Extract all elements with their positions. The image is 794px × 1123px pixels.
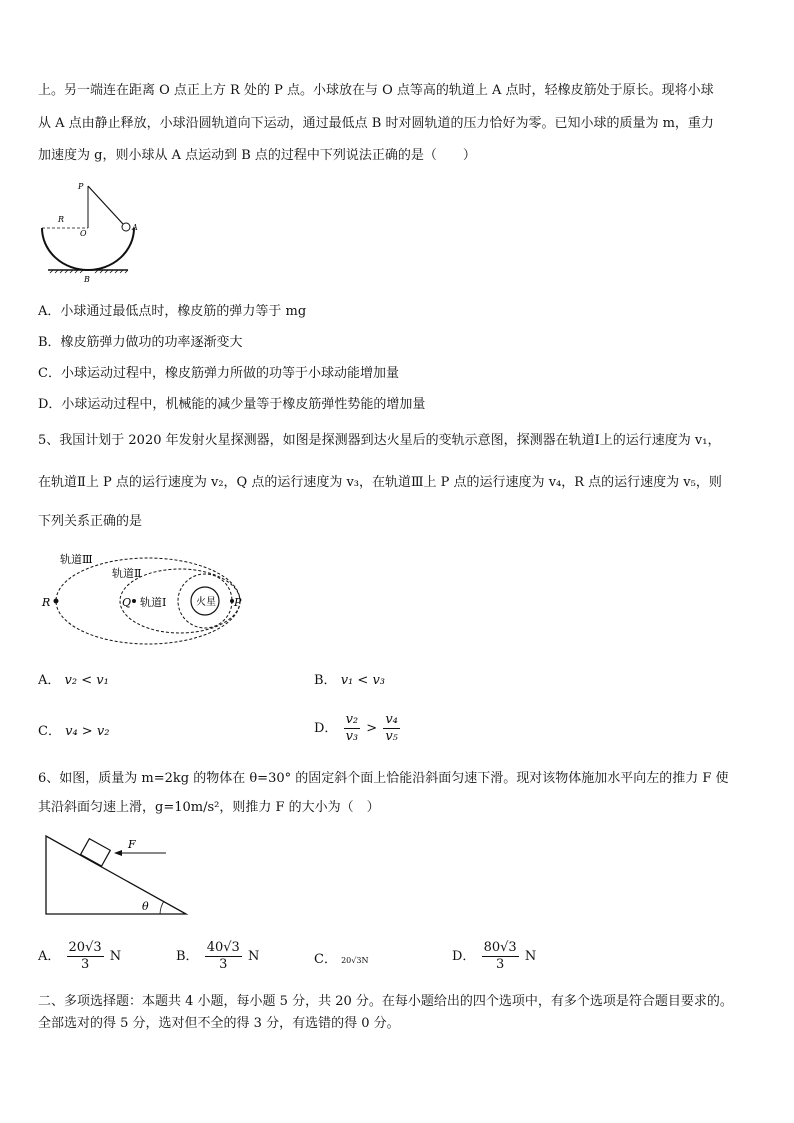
q5-option-a: A． v₂ < v₁ [38,673,109,688]
q5-option-b: B． v₁ < v₃ [314,673,386,688]
bowl-arc [42,228,134,270]
q4-option-b: B．橡皮筋弹力做功的功率逐渐变大 [38,335,243,350]
rubber-band [88,186,123,224]
label-orbit-2: 轨道Ⅱ [112,567,142,580]
q6-option-b: B． $\frac{40√3}{3}$ N [176,940,260,972]
q5-figure-orbits [38,545,248,647]
q5-stem-line-1: 5、我国计划于 2020 年发射火星探测器，如图是探测器到达火星后的变轨示意图，探测器在轨道Ⅰ上的运行速度为 v₁， [38,433,721,448]
q6-figure-incline [38,830,193,920]
fraction-d: $\frac{80√3}{3}$ [483,940,517,972]
label-orbit-1: 轨道Ⅰ [140,596,167,609]
point-R [54,599,59,604]
label-F: F [128,838,136,851]
q4-stem-line-1: 上。另一端连在距离 O 点正上方 R 处的 P 点。小球放在与 O 点等高的轨道上 A 点时，轻橡皮筋处于原长。现将小球 [38,83,714,98]
fraction-v2-v3: $\frac{\text{v₂}}{\text{v₃}}$ [345,712,359,744]
label-P: P [234,596,242,609]
q6-option-d: D． $\frac{80√3}{3}$ N [452,940,537,972]
force-arrow-head [114,850,122,856]
q4-stem-line-2: 从 A 点由静止释放，小球沿圆轨道向下运动，通过最低点 B 时对圆轨道的压力恰好为零。已知小球的质量为 m，重力 [38,116,714,131]
fraction-v4-v5: $\frac{\text{v₄}}{\text{v₅}}$ [385,712,398,744]
incline-triangle [46,836,186,914]
q4-option-d: D．小球运动过程中，机械能的减少量等于橡皮筋弹性势能的增加量 [38,397,426,412]
q6-option-c: C． 20√3N [314,952,369,967]
q4-figure-bowl [38,180,148,285]
q6-option-a: A． $\frac{20√3}{3}$ N [38,940,122,972]
label-orbit-3: 轨道Ⅲ [60,553,93,566]
q4-stem-line-3: 加速度为 g，则小球从 A 点运动到 B 点的过程中下列说法正确的是（ ） [38,148,476,163]
ball [122,223,130,231]
q5-option-c: C． v₄ > v₂ [38,724,110,739]
q5-option-d: D． $\frac{\text{v₂}}{\text{v₃}}$ > $\frac{\text{v₄}}{\text{v₅}}$ [314,712,398,744]
fraction-a: $\frac{20√3}{3}$ [68,940,102,972]
q4-option-a: A．小球通过最低点时，橡皮筋的弹力等于 mg [38,304,307,319]
label-B: B [84,275,90,284]
q6-stem-line-2: 其沿斜面匀速上滑，g=10m/s²，则推力 F 的大小为（ ） [38,800,380,815]
point-Q [132,599,136,603]
section2-line-2: 全部选对的得 5 分，选对但不全的得 3 分，有选错的得 0 分。 [38,1016,400,1031]
q6-stem-line-1: 6、如图，质量为 m=2kg 的物体在 θ=30° 的固定斜个面上恰能沿斜面匀速下滑。现对该物体施加水平向左的推力 F 使 [38,771,729,786]
label-R: R [58,215,65,224]
label-Q: Q [122,596,132,609]
q4-option-c: C．小球运动过程中，橡皮筋弹力所做的功等于小球动能增加量 [38,366,399,381]
label-O: O [80,229,87,238]
section2-line-1: 二、多项选择题：本题共 4 小题，每小题 5 分，共 20 分。在每小题给出的四个选项中，有多个选项是符合题目要求的。 [38,994,733,1009]
q5-stem-line-2: 在轨道Ⅱ上 P 点的运行速度为 v₂，Q 点的运行速度为 v₃，在轨道Ⅲ上 P 点的运行速度为 v₄，R 点的运行速度为 v₅，则 [38,475,722,490]
fraction-b: $\frac{40√3}{3}$ [206,940,240,972]
q5-stem-line-3: 下列关系正确的是 [38,514,143,529]
label-theta: θ [142,900,149,913]
label-R: R [42,596,51,609]
label-A: A [132,223,138,232]
label-mars: 火星 [196,597,216,608]
label-P: P [78,182,84,191]
